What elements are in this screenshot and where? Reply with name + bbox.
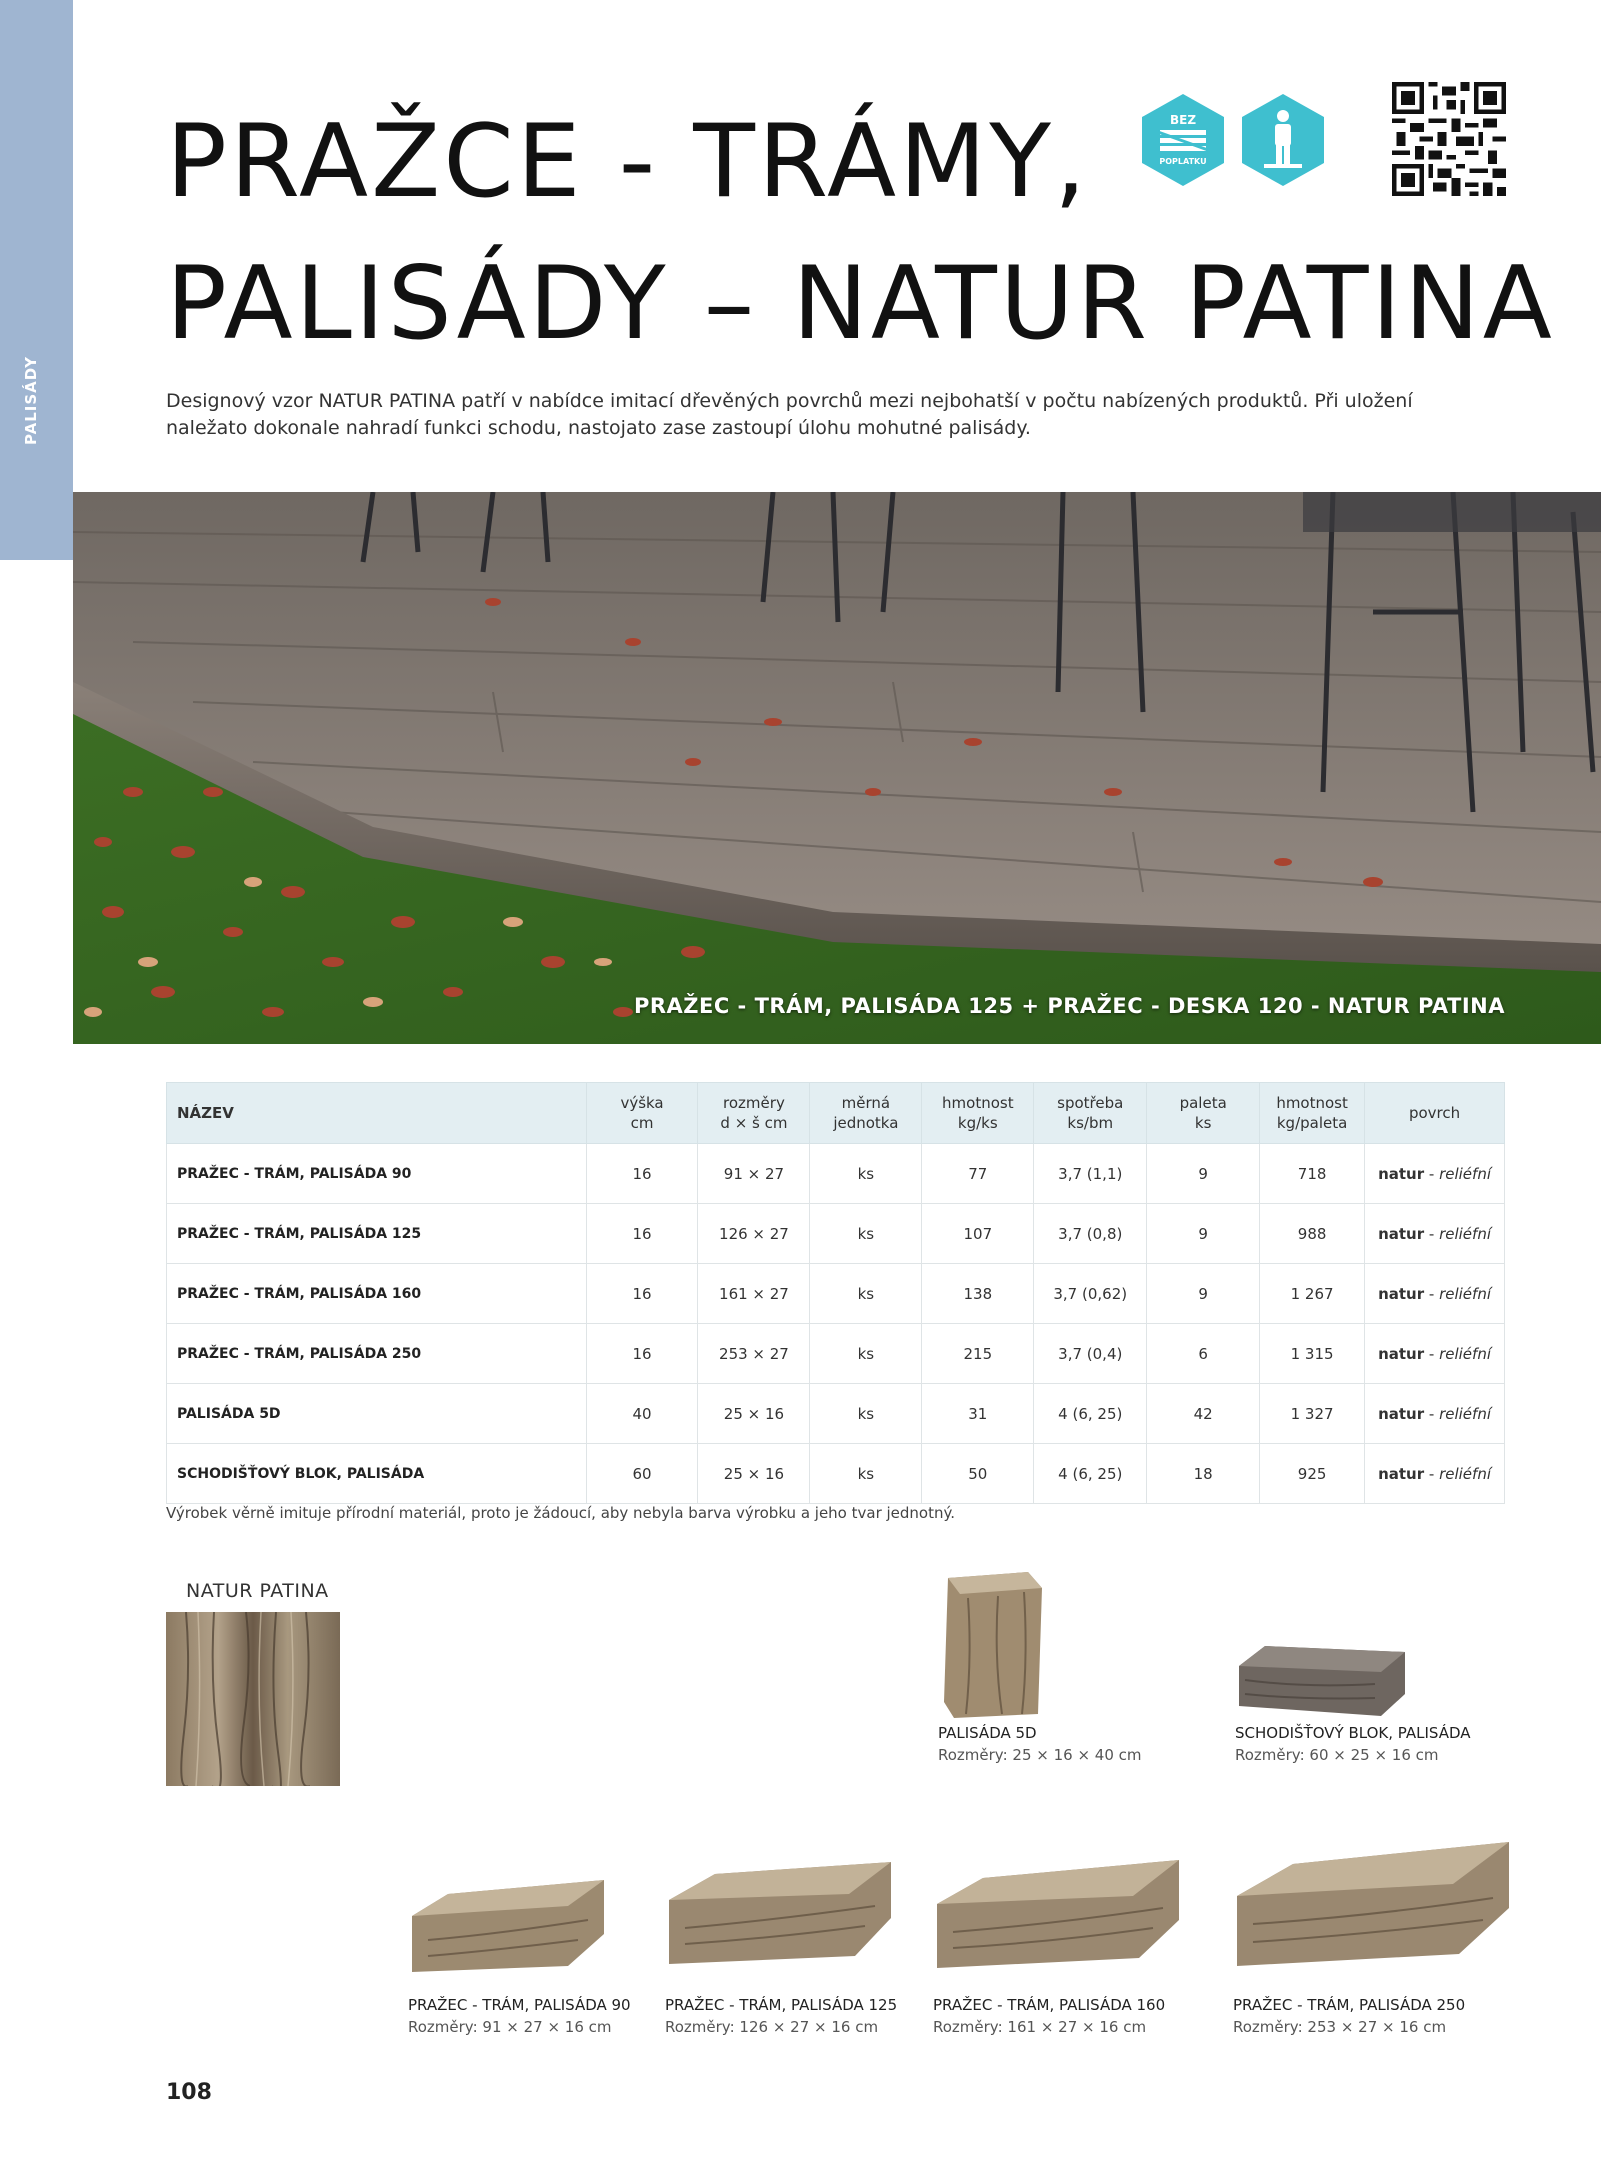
side-tab xyxy=(0,0,73,560)
qr-code-icon[interactable] xyxy=(1392,82,1506,196)
palisada-160-image xyxy=(933,1840,1183,1990)
header-rozmery: rozměry d × š cm xyxy=(698,1083,810,1144)
product-palisada-160: PRAŽEC - TRÁM, PALISÁDA 160 Rozměry: 161 × 27 × 16 cm xyxy=(933,1840,1183,2036)
table-row: PRAŽEC - TRÁM, PALISÁDA 90 16 91 × 27 ks 77 3,7 (1,1) 9 718 natur - reliéfní xyxy=(167,1144,1505,1204)
product-schodistovy-blok: SCHODIŠŤOVÝ BLOK, PALISÁDA Rozměry: 60 × 25 × 16 cm xyxy=(1235,1640,1471,1764)
person-icon xyxy=(1240,92,1326,188)
product-palisada-125: PRAŽEC - TRÁM, PALISÁDA 125 Rozměry: 126 × 27 × 16 cm xyxy=(665,1840,897,2036)
no-fee-pallet-badge xyxy=(1140,92,1226,188)
palisada-250-image xyxy=(1233,1824,1513,1990)
palisada-90-image xyxy=(408,1860,608,1990)
title-line-2: PALISÁDY – NATUR PATINA xyxy=(166,244,1555,362)
terrace-photo-image xyxy=(73,492,1601,1044)
badge-free-line2: POPLATKU xyxy=(1159,157,1207,166)
page-title xyxy=(166,90,1555,374)
header-hmotnost: hmotnost kg/ks xyxy=(922,1083,1034,1144)
header-paleta: paleta ks xyxy=(1147,1083,1260,1144)
table-note: Výrobek věrně imituje přírodní materiál, proto je žádoucí, aby nebyla barva výrobku a jeho tvar jednotný. xyxy=(166,1504,956,1522)
product-palisada-90: PRAŽEC - TRÁM, PALISÁDA 90 Rozměry: 91 × 27 × 16 cm xyxy=(408,1860,631,2036)
header-jednotka: měrná jednotka xyxy=(810,1083,922,1144)
intro-paragraph: Designový vzor NATUR PATINA patří v nabídce imitací dřevěných povrchů mezi nejbohatší v počtu nabízených produktů. Při uložení naležato dokonale nahradí funkci schodu, nastojato zase zastoupí úlohu mohutné palisády. xyxy=(166,390,1413,439)
side-tab-label: PALISÁDY xyxy=(22,356,40,445)
hero-photo xyxy=(73,492,1601,1044)
swatch-label: NATUR PATINA xyxy=(186,1580,329,1602)
header-spotreba: spotřeba ks/bm xyxy=(1034,1083,1147,1144)
table-row: PRAŽEC - TRÁM, PALISÁDA 160 16 161 × 27 ks 138 3,7 (0,62) 9 1 267 natur - reliéfní xyxy=(167,1264,1505,1324)
table-header-row xyxy=(167,1083,1505,1144)
page-number: 108 xyxy=(166,2080,212,2105)
palisada-5d-image xyxy=(938,1568,1048,1718)
person-badge xyxy=(1240,92,1326,188)
hero-caption: PRAŽEC - TRÁM, PALISÁDA 125 + PRAŽEC - DESKA 120 - NATUR PATINA xyxy=(633,994,1505,1018)
header-povrch: povrch xyxy=(1365,1083,1505,1144)
schodistovy-blok-image xyxy=(1235,1640,1409,1718)
header-name: NÁZEV xyxy=(167,1083,587,1144)
badge-free-line1: BEZ xyxy=(1169,113,1197,127)
table-row: SCHODIŠŤOVÝ BLOK, PALISÁDA 60 25 × 16 ks 50 4 (6, 25) 18 925 natur - reliéfní xyxy=(167,1444,1505,1504)
product-spec-table xyxy=(166,1082,1505,1504)
table-row: PRAŽEC - TRÁM, PALISÁDA 250 16 253 × 27 ks 215 3,7 (0,4) 6 1 315 natur - reliéfní xyxy=(167,1324,1505,1384)
pallet-icon xyxy=(1140,92,1226,188)
product-palisada-250: PRAŽEC - TRÁM, PALISÁDA 250 Rozměry: 253 × 27 × 16 cm xyxy=(1233,1824,1513,2036)
palisada-125-image xyxy=(665,1840,895,1990)
table-row: PRAŽEC - TRÁM, PALISÁDA 125 16 126 × 27 ks 107 3,7 (0,8) 9 988 natur - reliéfní xyxy=(167,1204,1505,1264)
header-hmotnost-paleta: hmotnost kg/paleta xyxy=(1260,1083,1365,1144)
table-row: PALISÁDA 5D 40 25 × 16 ks 31 4 (6, 25) 42 1 327 natur - reliéfní xyxy=(167,1384,1505,1444)
natur-patina-swatch-image xyxy=(166,1612,340,1786)
product-palisada-5d: PALISÁDA 5D Rozměry: 25 × 16 × 40 cm xyxy=(938,1568,1142,1764)
header-vyska: výška cm xyxy=(586,1083,698,1144)
title-line-1: PRAŽCE - TRÁMY, xyxy=(166,102,1090,220)
